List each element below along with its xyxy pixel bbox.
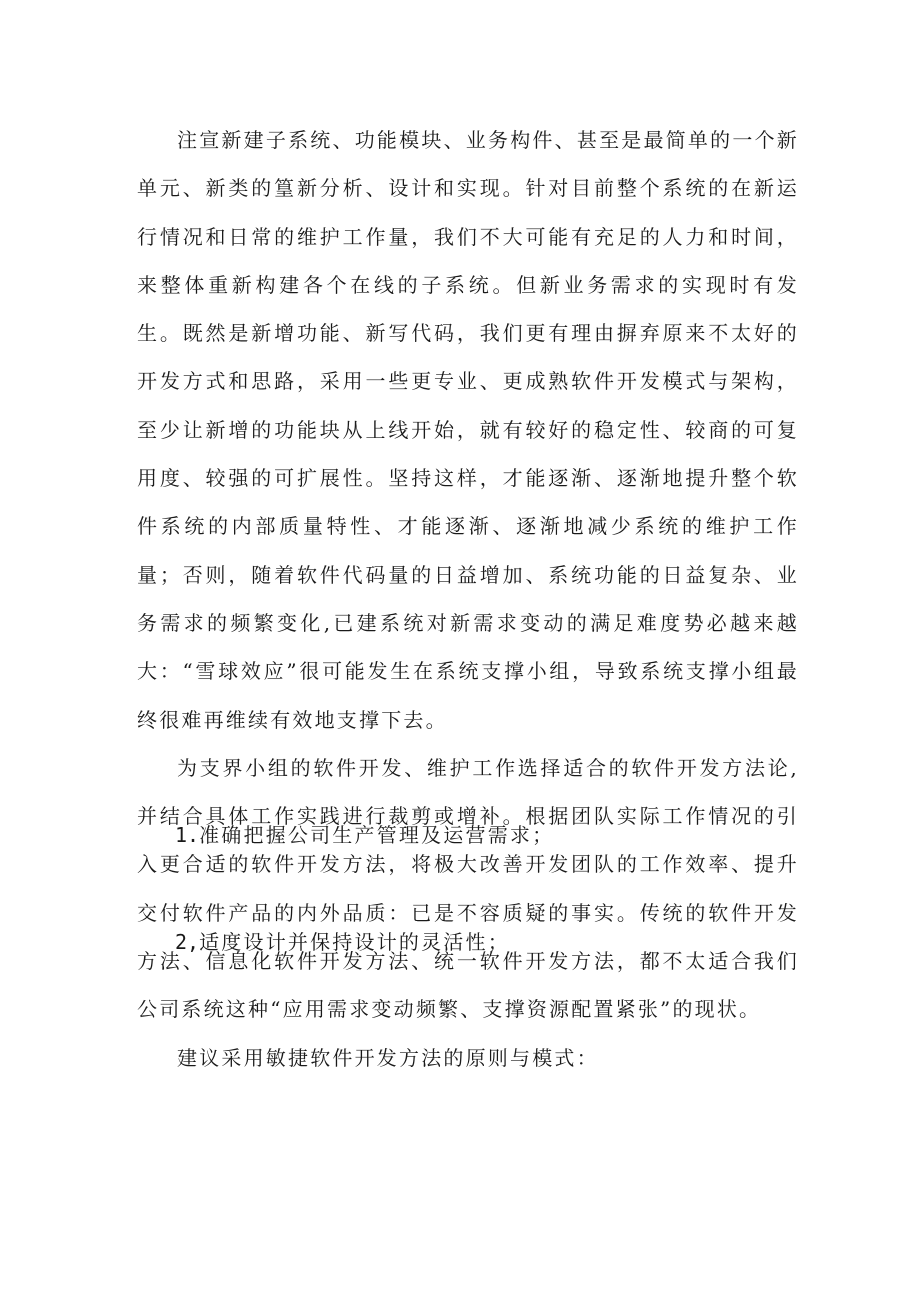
list-item-2: [175, 926, 510, 955]
list-item-number: 1.: [175, 823, 200, 847]
list-item-1: [175, 819, 554, 848]
list-item-text: 准确把握公司生产管理及运营需求；: [199, 823, 555, 847]
paragraph-2: 为支界小组的软件开发、维护工作选择适合的软件开发方法论,并结合具体工作实践进行裁剪或增补。根据团队实际工作情况的引入更合适的软件开发方法，将极大改善开发团队的工作效率、提升交付软件产品的内外品质：已是不容质疑的事实。传统的软件开发方法、信息化软件开发方法、统一软件开发方法，都不太适合我们公司系统这种“应用需求变动频繁、支撑资源配置紧张”的现状。: [137, 755, 799, 1022]
paragraph-1: 注宣新建子系统、功能模块、业务构件、甚至是最简单的一个新单元、新类的篁新分析、设计和实现。针对目前整个系统的在新运行情况和日常的维护工作量，我们不大可能有充足的人力和时间，来整体重新构建各个在线的子系统。但新业务需求的实现时有发生。既然是新增功能、新写代码，我们更有理由摒弃原来不太好的开发方式和思路，采用一些更专业、更成熟软件开发模式与架构，至少让新增的功能块从上线开始，就有较好的稳定性、较商的可复用度、较强的可扩展性。坚持这样，才能逐渐、逐渐地提升整个软件系统的内部质量特性、才能逐渐、逐渐地减少系统的维护工作量；否则，随着软件代码量的日益增加、系统功能的日益复杂、业务需求的频繁变化,已建系统对新需求变动的满足难度势必越来越大：“雪球效应”很可能发生在系统支撑小组，导致系统支撑小组最终很难再维续有效地支撑下去。: [137, 128, 799, 732]
paragraph-3: 建议采用敏捷软件开发方法的原则与模式：: [177, 1045, 599, 1070]
list-item-number: 2,: [175, 930, 200, 954]
list-item-text: 适度设计并保持设计的灵活性；: [199, 930, 510, 954]
